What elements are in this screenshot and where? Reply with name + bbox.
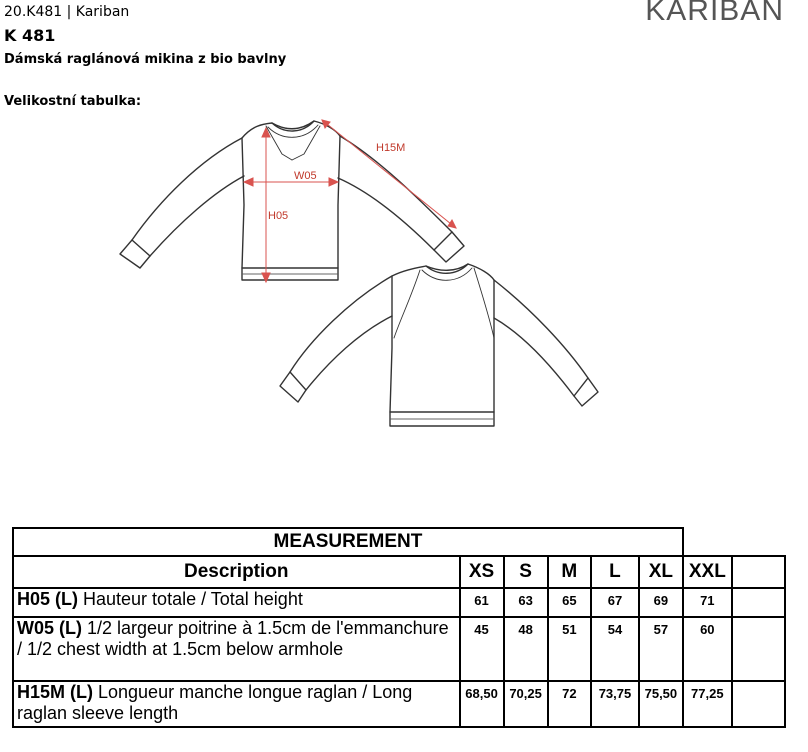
value-cell: 75,50 xyxy=(639,681,683,727)
measure-text: Longueur manche longue raglan / Long raglan sleeve length xyxy=(17,682,413,723)
size-table-heading: Velikostní tabulka: xyxy=(4,94,142,109)
empty-cell xyxy=(732,617,785,681)
size-header-s: S xyxy=(504,556,548,588)
table-title: MEASUREMENT xyxy=(13,528,683,556)
product-reference: 20.K481 | Kariban xyxy=(4,4,130,20)
value-cell: 72 xyxy=(548,681,591,727)
label-w05: W05 xyxy=(294,170,317,182)
table-row xyxy=(13,588,785,617)
value-cell: 60 xyxy=(683,617,732,681)
size-header-l: L xyxy=(591,556,639,588)
value-cell: 70,25 xyxy=(504,681,548,727)
measure-code: H05 (L) xyxy=(17,589,79,609)
size-header-m: M xyxy=(548,556,591,588)
measure-text: 1/2 largeur poitrine à 1.5cm de l'emmanchure / 1/2 chest width at 1.5cm below armhole xyxy=(17,618,449,659)
product-name: Dámská raglánová mikina z bio bavlny xyxy=(4,52,287,67)
measure-text: Hauteur totale / Total height xyxy=(78,589,303,609)
value-cell: 73,75 xyxy=(591,681,639,727)
size-header-xl: XL xyxy=(639,556,683,588)
description-header: Description xyxy=(13,556,460,588)
value-cell: 48 xyxy=(504,617,548,681)
measurement-lines xyxy=(244,120,456,282)
empty-cell xyxy=(732,588,785,617)
value-cell: 69 xyxy=(639,588,683,617)
table-row xyxy=(13,617,785,681)
value-cell: 63 xyxy=(504,588,548,617)
table-row xyxy=(13,681,785,727)
value-cell: 51 xyxy=(548,617,591,681)
empty-header-cell xyxy=(732,556,785,588)
measure-code: W05 (L) xyxy=(17,618,82,638)
garment-technical-drawing xyxy=(0,110,808,440)
brand-logo: KARIBAN xyxy=(645,0,784,27)
measure-code: H15M (L) xyxy=(17,682,93,702)
row-description xyxy=(13,588,460,617)
value-cell: 67 xyxy=(591,588,639,617)
size-header-xxl: XXL xyxy=(683,556,732,588)
value-cell: 61 xyxy=(460,588,504,617)
value-cell: 45 xyxy=(460,617,504,681)
back-view-drawing xyxy=(280,264,598,426)
value-cell: 57 xyxy=(639,617,683,681)
row-description xyxy=(13,617,460,681)
table-title-blank xyxy=(683,528,785,556)
value-cell: 77,25 xyxy=(683,681,732,727)
value-cell: 68,50 xyxy=(460,681,504,727)
value-cell: 54 xyxy=(591,617,639,681)
size-header-xs: XS xyxy=(460,556,504,588)
measurement-table xyxy=(12,527,786,728)
front-view-drawing xyxy=(120,121,464,280)
label-h05: H05 xyxy=(268,210,289,222)
empty-cell xyxy=(732,681,785,727)
product-code: K 481 xyxy=(4,26,56,45)
row-description xyxy=(13,681,460,727)
value-cell: 71 xyxy=(683,588,732,617)
value-cell: 65 xyxy=(548,588,591,617)
label-h15m: H15M xyxy=(376,142,406,154)
